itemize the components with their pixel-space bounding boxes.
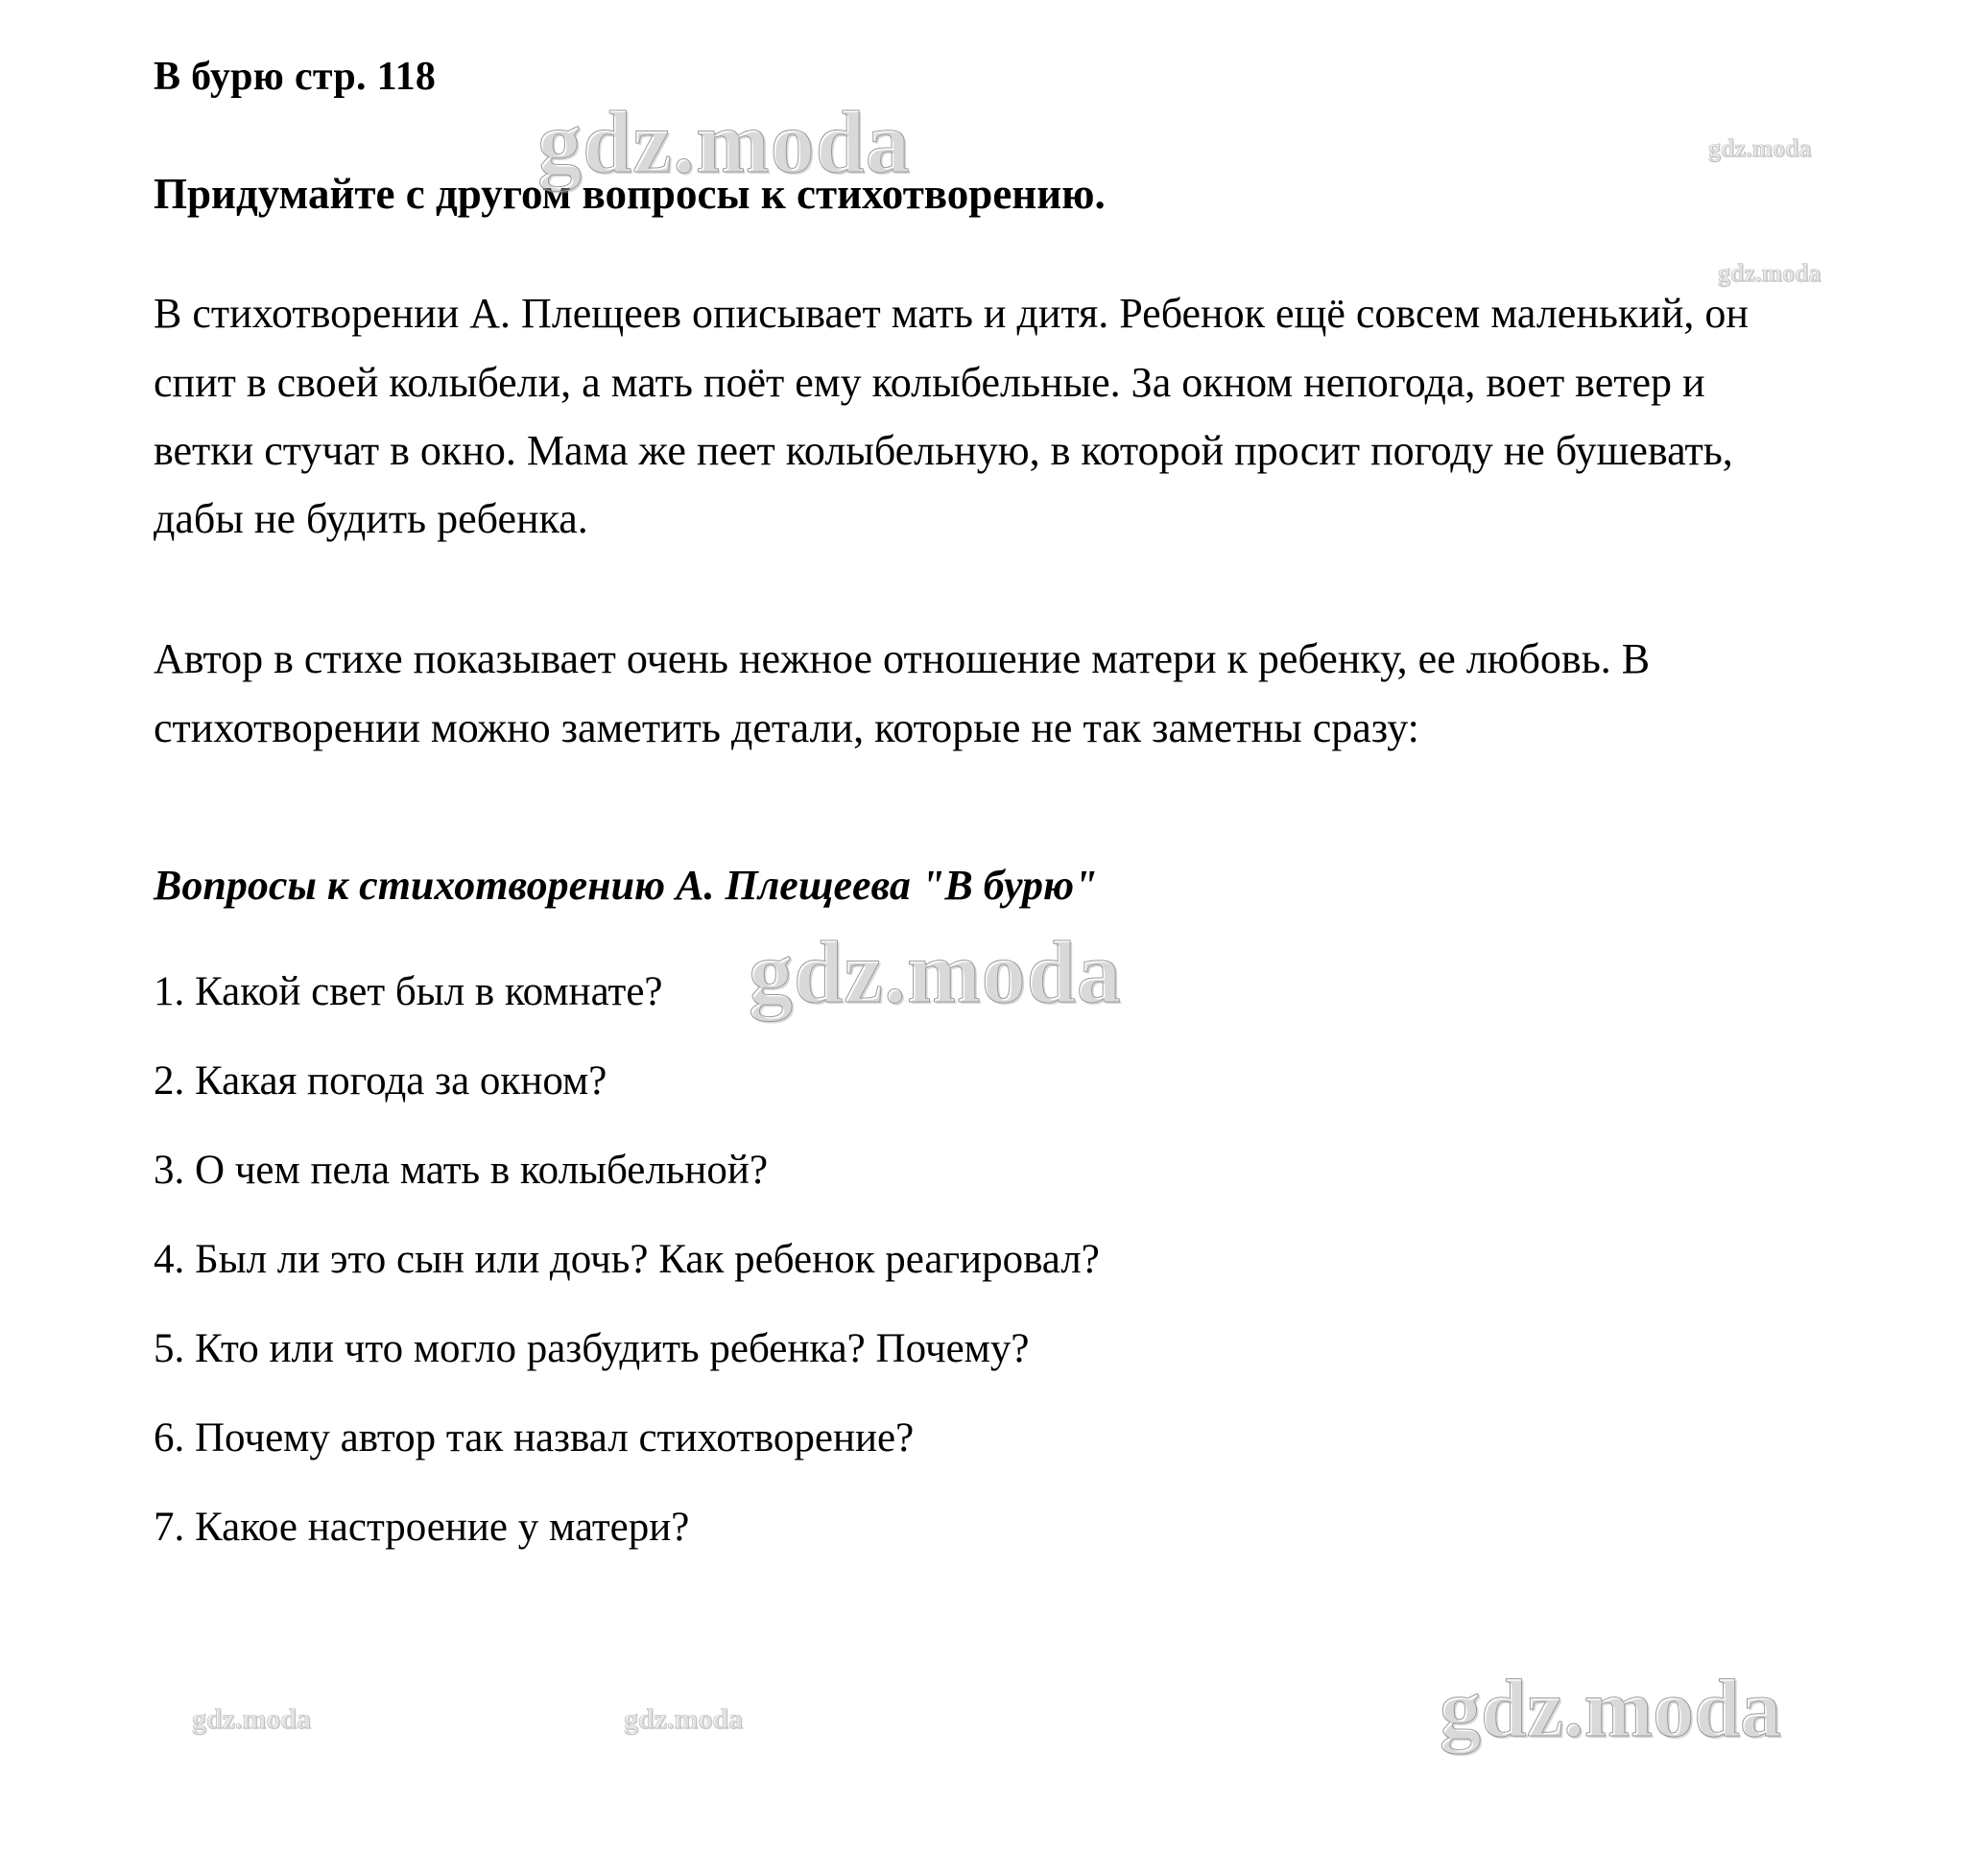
page-title: В бурю стр. 118: [154, 55, 437, 99]
list-item: 6. Почему автор так назвал стихотворение?: [154, 1415, 915, 1461]
list-item: 2. Какая погода за окном?: [154, 1058, 607, 1104]
list-item: 1. Какой свет был в комнате?: [154, 969, 663, 1015]
watermark-logo: gdz.moda: [749, 923, 1122, 1021]
answer-paragraph-1: В стихотворении А. Плещеев описывает мать и дитя. Ребенок ещё совсем маленький, он спит в своей колыбели, а мать поёт ему колыбельные. За окном непогода, воет ветер и ветки стучат в окно. Мама же пеет колыбельную, в которой просит погоду не бушевать, дабы не будить ребенка.: [154, 290, 1749, 543]
watermark-logo: gdz.moda: [1718, 259, 1821, 287]
list-item: 7. Какое настроение у матери?: [154, 1505, 690, 1551]
list-item: 5. Кто или что могло разбудить ребенка? Почему?: [154, 1326, 1030, 1372]
watermark-logo: gdz.moda: [1440, 1662, 1781, 1754]
task-prompt: Придумайте с другом вопросы к стихотворению.: [154, 170, 1106, 219]
questions-heading: Вопросы к стихотворению А. Плещеева "В бурю": [154, 861, 1098, 909]
watermark-logo: gdz.moda: [624, 1703, 744, 1735]
list-item: 3. О чем пела мать в колыбельной?: [154, 1148, 769, 1194]
watermark-logo: gdz.moda: [1708, 134, 1812, 162]
answer-paragraph-2: Автор в стихе показывает очень нежное отношение матери к ребенку, ее любовь. В стихотворении можно заметить детали, которые не так заметны сразу:: [154, 635, 1651, 751]
list-item: 4. Был ли это сын или дочь? Как ребенок реагировал?: [154, 1237, 1100, 1283]
questions-list: [154, 965, 1832, 1554]
watermark-logo: gdz.moda: [192, 1703, 312, 1735]
watermark-logo: gdz.moda: [537, 93, 911, 191]
